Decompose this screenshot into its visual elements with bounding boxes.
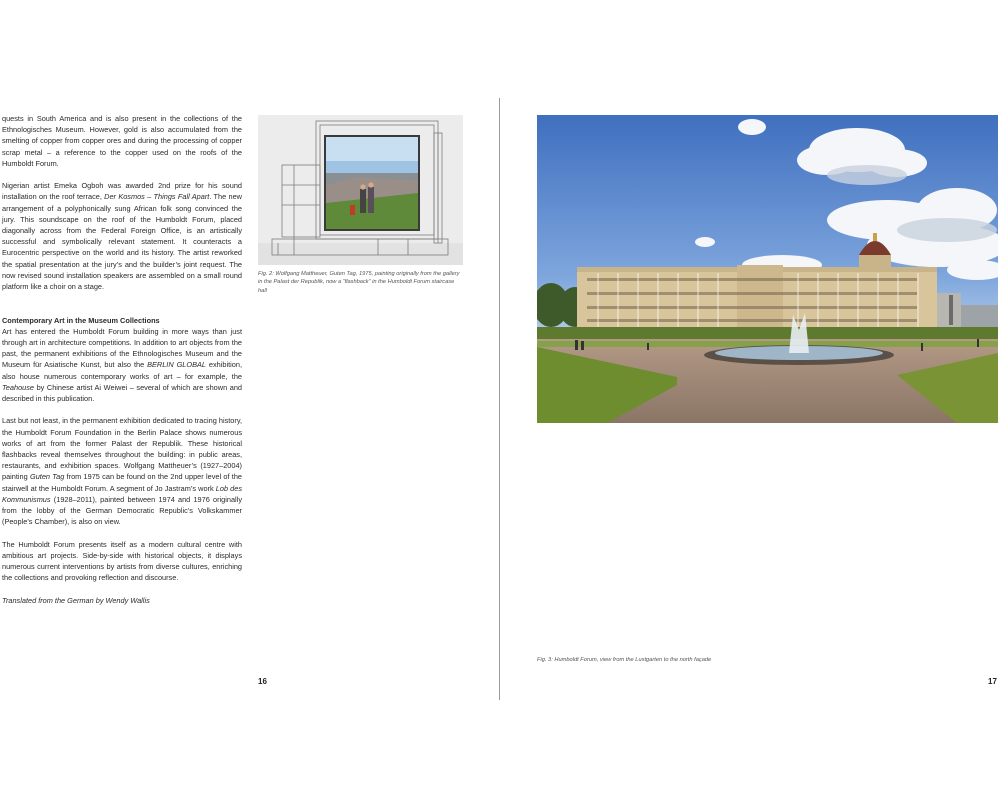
figure-3-caption: Fig. 3: Humboldt Forum, view from the Lustgarten to the north façade	[537, 657, 712, 663]
page-number-right: 17	[988, 677, 997, 686]
figure-2-painting-photo	[258, 115, 463, 265]
artwork-title: Der Kosmos – Things Fall Apart	[104, 192, 210, 202]
figure-3-humboldt-forum-photo	[537, 115, 998, 423]
artwork-title: Guten Tag	[30, 472, 65, 482]
text-run: by Chinese artist Ai Weiwei – several of which are shown and described in this publication.	[2, 382, 242, 404]
figure-2-caption: Fig. 2: Wolfgang Mattheuer, Guten Tag, 1975, painting originally from the gallery in the Palast der Republik, now a “flashback” in the Humboldt Forum staircase hall	[258, 271, 460, 294]
paragraph-gold: quests in South America and is also present in the collections of the Ethnologisches Museum. However, gold is also accumulated from the smelting of copper from copper ores and during the processing of copper scrap metal – a reference to the copper used on the roofs of the Humboldt Forum.	[2, 114, 242, 168]
gutter-divider	[499, 98, 500, 700]
artwork-title: Lob des Kommunismus	[2, 483, 242, 504]
text-run: (1928–2011), painted between 1974 and 1976 originally from the lobby of the German Democratic Republic’s Volkskammer (People’s Chamber), is also on view.	[2, 494, 242, 527]
text-run: Last but not least, in the permanent exhibition dedicated to tracing history, the Humboldt Forum Foundation in the Berlin Palace shows numerous works of art from the former Palast der Republik. These historical flashbacks reveal themselves throughout the building: in public areas, restaurants, and exhibition spaces. Wolfgang Mattheuer’s (1927–2004) painting	[2, 416, 242, 482]
figure-2-illustration	[258, 115, 463, 265]
left-page-body-text	[2, 113, 242, 617]
translator-credit: Translated from the German by Wendy Wallis	[2, 595, 150, 605]
paragraph-emeka-ogboh	[2, 180, 242, 292]
text-run: Nigerian artist Emeka Ogboh was awarded 2nd prize for his sound installation on the roof terrace,	[2, 181, 242, 202]
text-run: from 1975 can be found on the 2nd upper level of the stairwell at the Humboldt Forum. A segment of Jo Jastram’s work	[2, 472, 243, 493]
page-number-left: 16	[258, 677, 267, 686]
exhibition-title: BERLIN GLOBAL	[147, 360, 206, 370]
figure-3-illustration	[537, 115, 998, 423]
paragraph-modern-cultural-centre: The Humboldt Forum presents itself as a modern cultural centre with ambitious art projects. Side-by-side with historical objects, it displays numerous current interventions by artists from diverse cultures, enriching the collections and provoking reflection and discourse.	[2, 539, 242, 583]
text-run: exhibition, also house numerous contemporary works of art – for example, the	[2, 360, 242, 381]
text-run: Art has entered the Humboldt Forum building in more ways than just through art in architecture competitions. In addition to art objects from the past, the permanent exhibitions of the Ethnologisches Museum and the Museum für Asiatische Kunst, but also the	[2, 326, 242, 370]
paragraph-art-entered	[2, 326, 242, 404]
section-heading: Contemporary Art in the Museum Collections	[2, 315, 160, 325]
text-run: . The new arrangement of a polyphonically sung African folk song convinced the jury. This soundscape on the roof of the Humboldt Forum, placed diagonally across from the Federal Foreign Office, is an artistically successful and symbolically relevant statement. It counteracts a Eurocentric perspective on the world and its history. The artist reworked the spatial presentation at the jury’s and the builder’s joint request. The now revised sound installation speakers are assembled on a small round platform like a choir on a stage.	[2, 192, 242, 292]
paragraph-last-but-not-least	[2, 415, 242, 527]
artwork-title: Teahouse	[2, 382, 34, 392]
